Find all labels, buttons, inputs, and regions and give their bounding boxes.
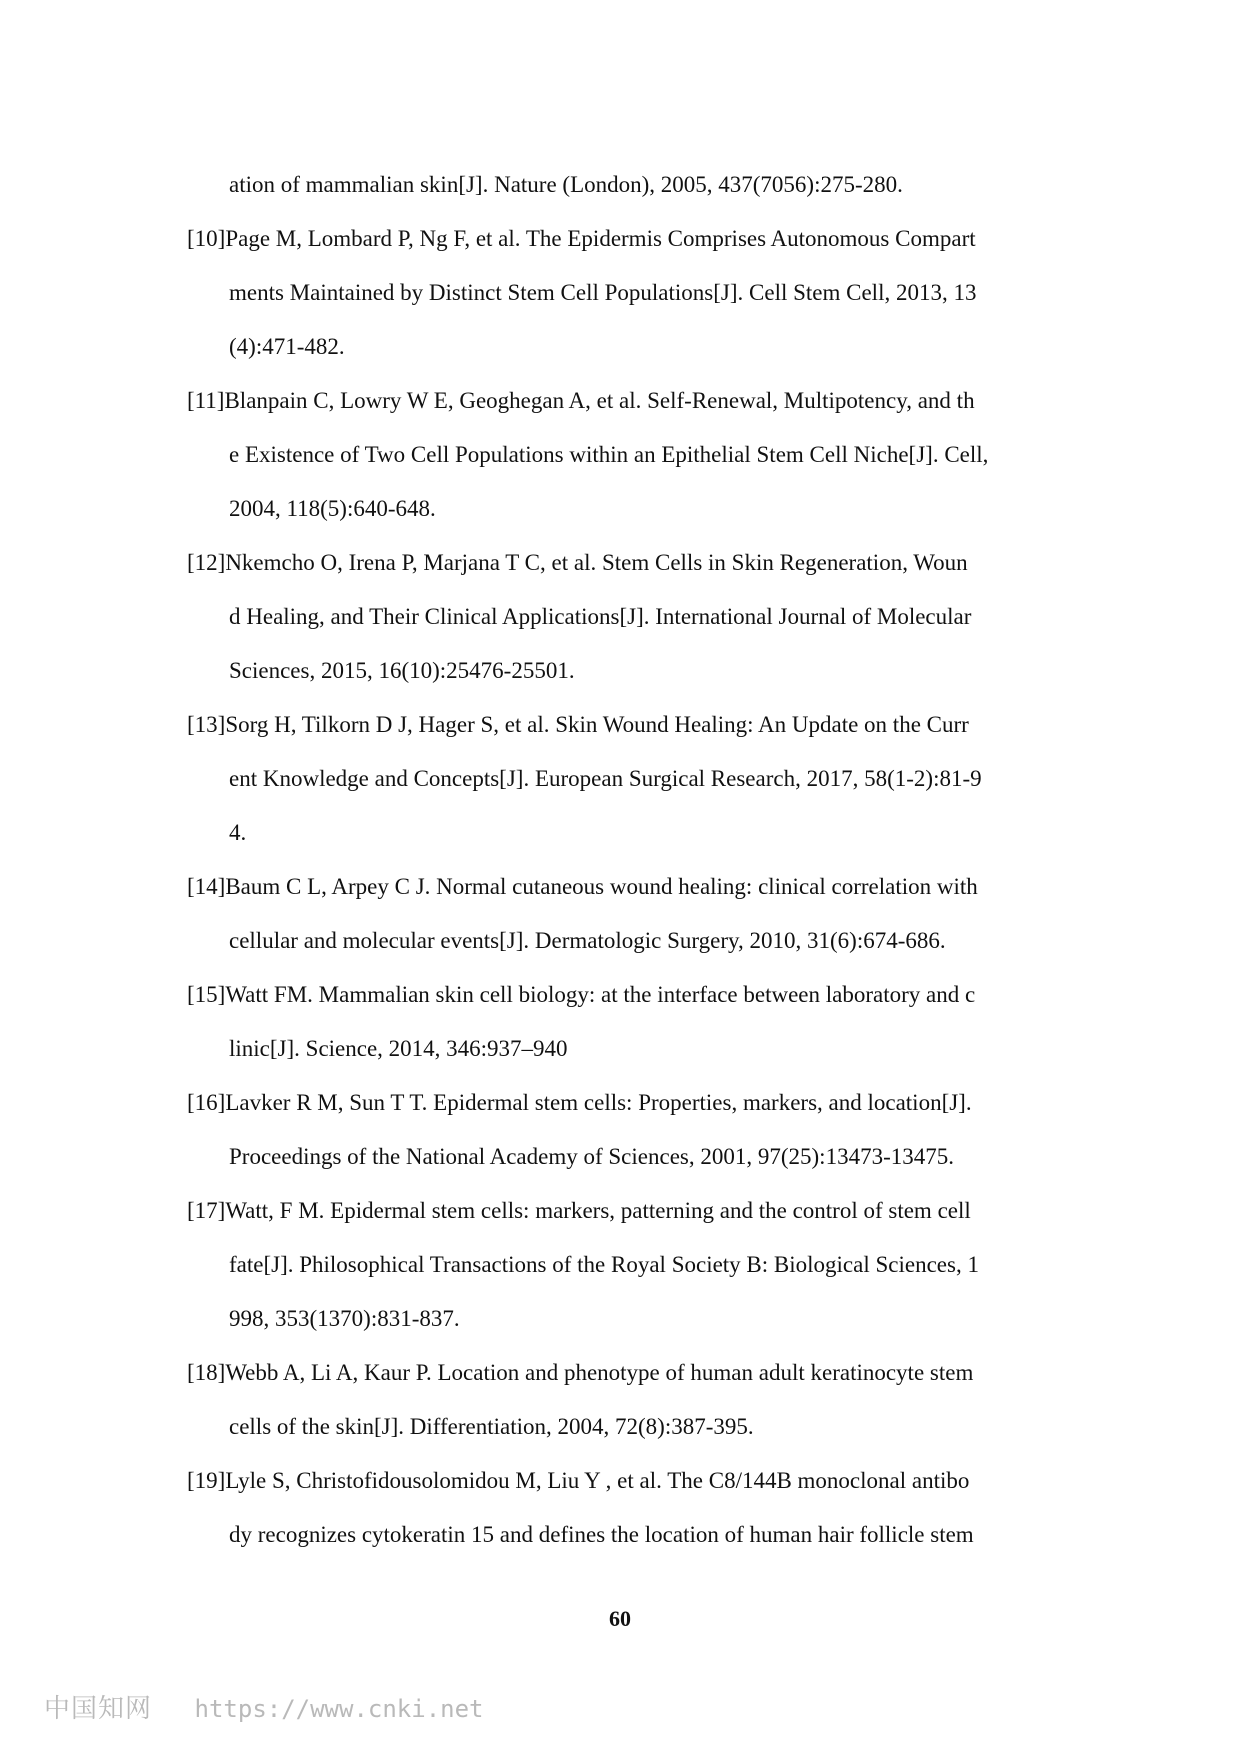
cnki-watermark — [44, 1688, 484, 1725]
reference-line: [13]Sorg H, Tilkorn D J, Hager S, et al. Skin Wound Healing: An Update on the Curr — [187, 712, 969, 737]
reference-line: fate[J]. Philosophical Transactions of the Royal Society B: Biological Sciences, 1 — [229, 1252, 979, 1277]
reference-line: [17]Watt, F M. Epidermal stem cells: markers, patterning and the control of stem cell — [187, 1198, 971, 1223]
reference-line: [18]Webb A, Li A, Kaur P. Location and phenotype of human adult keratinocyte stem — [187, 1360, 974, 1385]
reference-line: d Healing, and Their Clinical Applications[J]. International Journal of Molecular — [229, 604, 972, 629]
reference-line: cellular and molecular events[J]. Dermatologic Surgery, 2010, 31(6):674-686. — [229, 928, 946, 953]
reference-line: [15]Watt FM. Mammalian skin cell biology: at the interface between laboratory and c — [187, 982, 976, 1007]
reference-line: 4. — [229, 820, 247, 845]
reference-line: e Existence of Two Cell Populations within an Epithelial Stem Cell Niche[J]. Cell, — [229, 442, 989, 467]
reference-line: ments Maintained by Distinct Stem Cell Populations[J]. Cell Stem Cell, 2013, 13 — [229, 280, 977, 305]
watermark-site-name: 中国知网 — [44, 1694, 153, 1724]
reference-line: 2004, 118(5):640-648. — [229, 496, 436, 521]
reference-line: cells of the skin[J]. Differentiation, 2004, 72(8):387-395. — [229, 1414, 754, 1439]
reference-line: ation of mammalian skin[J]. Nature (London), 2005, 437(7056):275-280. — [229, 172, 903, 197]
page-number: 60 — [609, 1606, 631, 1631]
reference-line: [16]Lavker R M, Sun T T. Epidermal stem cells: Properties, markers, and location[J]. — [187, 1090, 972, 1115]
reference-line: Sciences, 2015, 16(10):25476-25501. — [229, 658, 575, 683]
watermark-url: https://www.cnki.net — [194, 1695, 484, 1723]
reference-line: [11]Blanpain C, Lowry W E, Geoghegan A, et al. Self-Renewal, Multipotency, and th — [187, 388, 975, 413]
reference-line: (4):471-482. — [229, 334, 345, 359]
reference-line: ent Knowledge and Concepts[J]. European Surgical Research, 2017, 58(1-2):81-9 — [229, 766, 982, 791]
reference-line: dy recognizes cytokeratin 15 and defines the location of human hair follicle stem — [229, 1522, 974, 1547]
reference-line: [19]Lyle S, Christofidousolomidou M, Liu Y , et al. The C8/144B monoclonal antibo — [187, 1468, 970, 1493]
reference-list — [187, 158, 1067, 1562]
reference-line: [14]Baum C L, Arpey C J. Normal cutaneous wound healing: clinical correlation with — [187, 874, 978, 899]
reference-line: Proceedings of the National Academy of Sciences, 2001, 97(25):13473-13475. — [229, 1144, 954, 1169]
reference-line: linic[J]. Science, 2014, 346:937–940 — [229, 1036, 568, 1061]
reference-line: 998, 353(1370):831-837. — [229, 1306, 460, 1331]
reference-line: [10]Page M, Lombard P, Ng F, et al. The Epidermis Comprises Autonomous Compart — [187, 226, 976, 251]
reference-line: [12]Nkemcho O, Irena P, Marjana T C, et al. Stem Cells in Skin Regeneration, Woun — [187, 550, 968, 575]
